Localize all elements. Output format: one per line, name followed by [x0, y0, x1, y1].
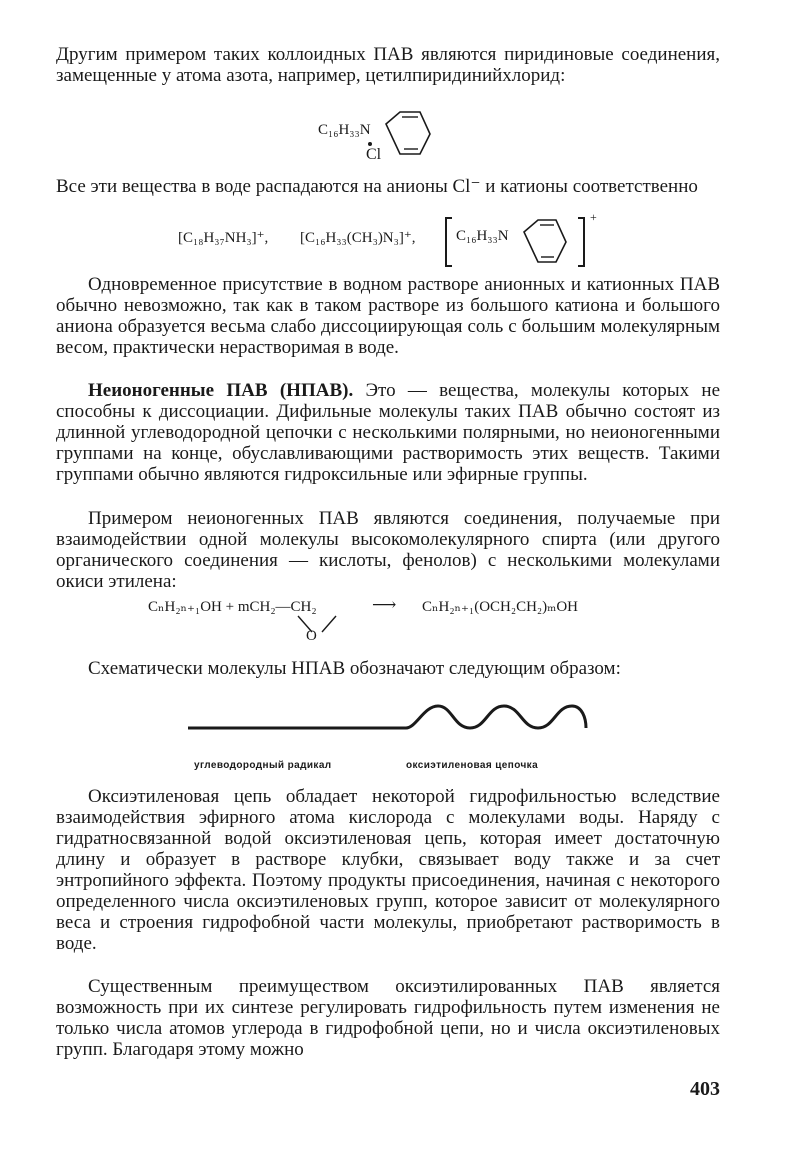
- paragraph-schematic: Схематически молекулы НПАВ обозначают следующим образом:: [88, 658, 621, 679]
- page-number: 403: [690, 1078, 720, 1100]
- formula-cation-2: [C₁₆H₃₃(CH₃)N₃]⁺,: [300, 230, 416, 246]
- formula-charge: +: [590, 210, 597, 224]
- section-heading-npav: Неионогенные ПАВ (НПАВ).: [88, 380, 354, 401]
- formula-reactants: CₙH₂ₙ₊₁OH + mCH₂—CH₂: [148, 599, 317, 615]
- formula-cation-3: C₁₆H₃₃N: [456, 228, 509, 244]
- paragraph-example: Примером неионогенных ПАВ являются соединения, получаемые при взаимодействии одной молекулы высокомолекулярного спирта (или другого органического соединения — кислоты, фенолов) с несколькими молекулами окиси этилена:: [56, 508, 720, 592]
- formula-chloride: Cl: [366, 146, 382, 163]
- formula-cation-1: [C₁₈H₃₇NH₃]⁺,: [178, 230, 269, 246]
- npav-schematic: [188, 700, 588, 740]
- paragraph-nonionic: [56, 380, 720, 485]
- paragraph-incompatibility-text: Одновременное присутствие в водном растворе анионных и катионных ПАВ обычно невозможно, так как в таком растворе из большого катиона и большого аниона образуется весьма слабо диссоциирующая соль с большим молекулярным весом, практически нерастворимая в воде.: [56, 274, 720, 358]
- epoxide-bonds: [292, 614, 352, 640]
- formula-arrow: ⟶: [372, 595, 397, 614]
- label-oxyethylene-chain: оксиэтиленовая цепочка: [406, 760, 539, 771]
- paragraph-nonionic-text: Это — вещества, молекулы которых не способны к диссоциации. Дифильные молекулы таких ПАВ обычно состоят из длинной углеводородной цепочки с несколькими полярными, но неионогенными группами на конце, обуславливающими растворимость этих веществ. Такими группами обычно являются гидроксильные или эфирные группы.: [56, 380, 721, 485]
- paragraph-incompatibility: [56, 274, 720, 358]
- formula-chain-c16h33n: C₁₆H₃₃N: [318, 122, 371, 138]
- paragraph-oxyethylene: Оксиэтиленовая цепь обладает некоторой гидрофильностью вследствие взаимодействия эфирного атома кислорода с молекулами воды. Наряду с гидратносвязанной водой оксиэтиленовая цепь, которая имеет достаточную длину и образует в растворе клубки, связывает воду также и за счет энтропийного эффекта. Поэтому продукты присоединения, начиная с некоторого определенного числа оксиэтиленовых групп, которое зависит от молекулярного веса и строения гидрофобной части молекулы, приобретают растворимость в воде.: [56, 786, 720, 954]
- paragraph-dissociation: Все эти вещества в воде распадаются на анионы Cl⁻ и катионы соответственно: [56, 176, 698, 197]
- paragraph-pyridine-intro: Другим примером таких коллоидных ПАВ являются пиридиновые соединения, замещенные у атома азота, например, цетилпиридинийхлорид:: [56, 44, 720, 86]
- paragraph-advantage: Существенным преимуществом оксиэтилированных ПАВ является возможность при их синтезе регулировать гидрофильность путем изменения не только числа атомов углерода в гидрофобной цепи, но и числа оксиэтиленовых групп. Благодаря этому можно: [56, 976, 720, 1060]
- label-hydrocarbon-radical: углеводородный радикал: [194, 760, 332, 771]
- formula-products: CₙH₂ₙ₊₁(OCH₂CH₂)ₘOH: [422, 599, 579, 615]
- formula-oxygen: O: [306, 628, 317, 644]
- pyridine-ring-1: [380, 110, 440, 158]
